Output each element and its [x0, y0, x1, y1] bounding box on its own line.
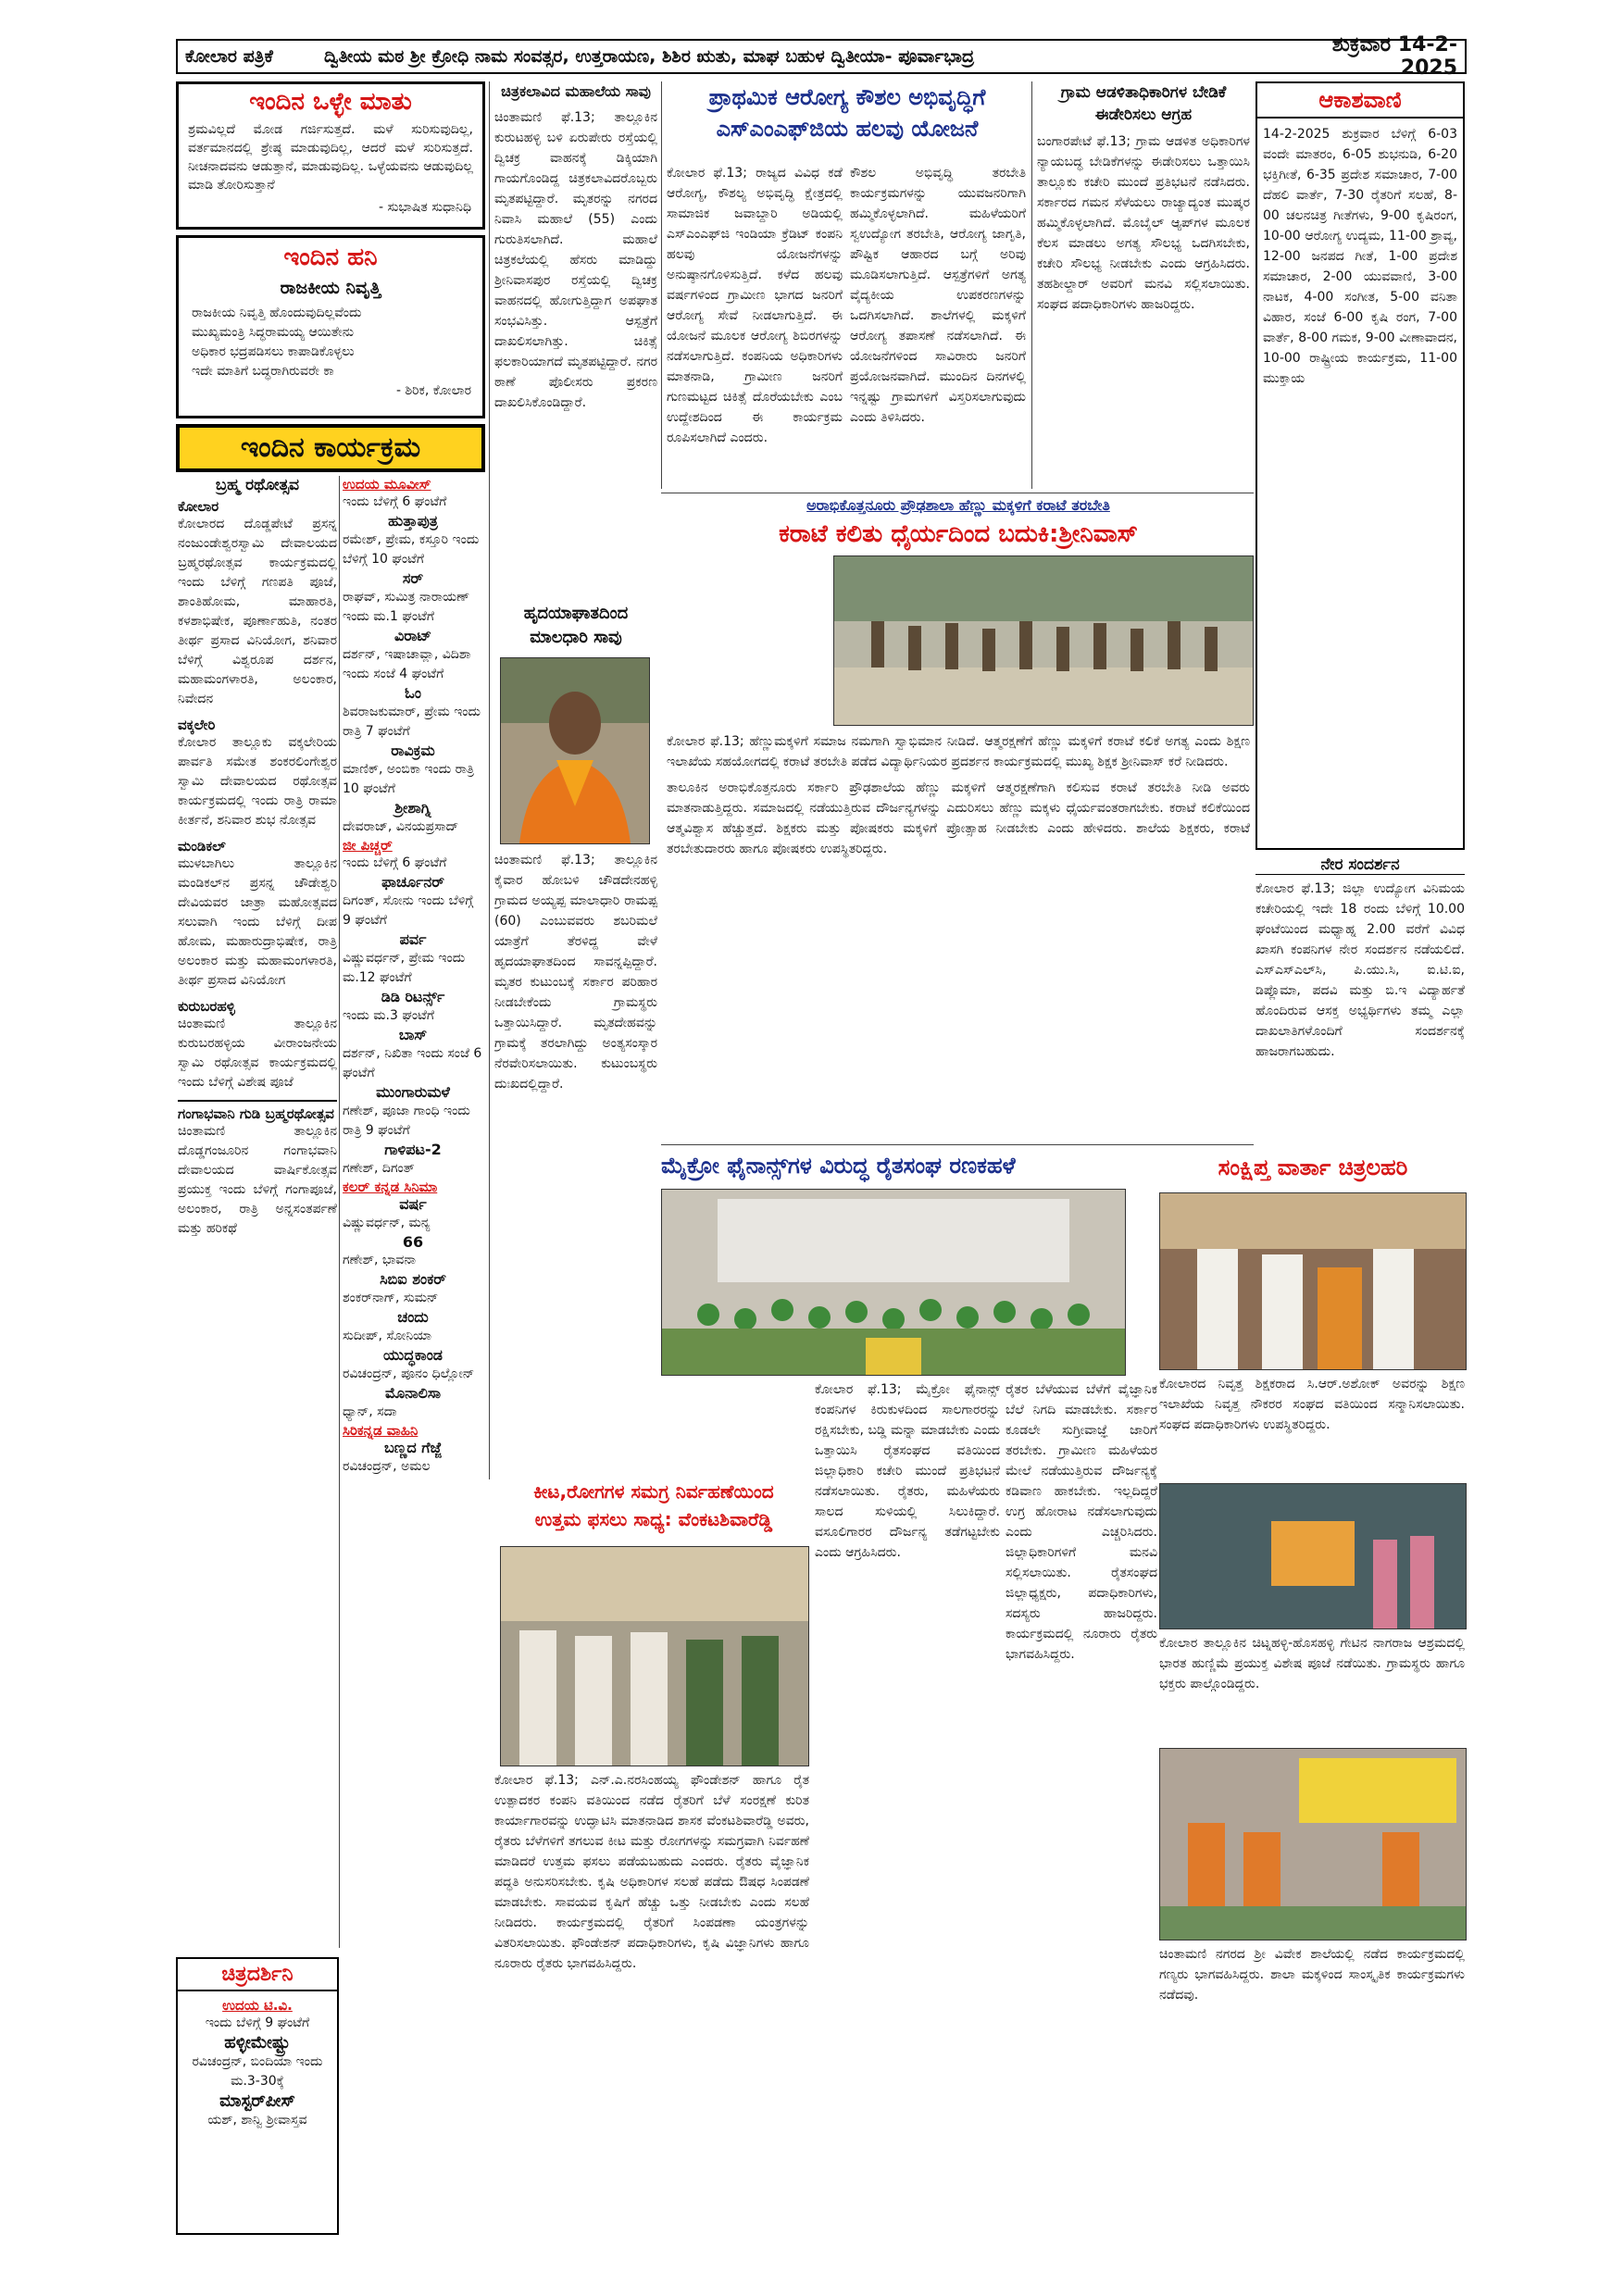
listing-text: ದೇವರಾಜ್, ವಿನಯಪ್ರಸಾದ್: [343, 819, 459, 834]
movie-title: ಮೊನಾಲಿಸಾ: [384, 1384, 441, 1402]
headline: ಸಂಕ್ಷಿಪ್ತ ವಾರ್ತಾ ಚಿತ್ರಲಹರಿ: [1218, 1154, 1408, 1180]
article-body: ಕೌಶಲ ಅಭಿವೃದ್ಧಿ ತರಬೇತಿ ಕಾರ್ಯಕ್ರಮಗಳನ್ನು ಯುವಜನರಿಗಾಗಿ ಹಮ್ಮಿಕೊಳ್ಳಲಾಗಿದೆ. ಮಹಿಳೆಯರಿಗೆ ಸ್ವಉದ್ಯೋಗ ತರಬೇತಿ, ಆರೋಗ್ಯ ಜಾಗೃತಿ, ಪೌಷ್ಟಿಕ ಆಹಾರದ ಬಗ್ಗೆ ಅರಿವು ಮೂಡಿಸಲಾಗುತ್ತಿದೆ. ಆಸ್ಪತ್ರೆಗಳಿಗೆ ಅಗತ್ಯ ವೈದ್ಯಕೀಯ ಉಪಕರಣಗಳನ್ನು ಒದಗಿಸಲಾಗಿದೆ. ಶಾಲೆಗಳಲ್ಲಿ ಮಕ್ಕಳಿಗೆ ಆರೋಗ್ಯ ತಪಾಸಣೆ ನಡೆಸಲಾಗಿದೆ. ಈ ಯೋಜನೆಗಳಿಂದ ಸಾವಿರಾರು ಜನರಿಗೆ ಪ್ರಯೋಜನವಾಗಿದೆ. ಮುಂದಿನ ದಿನಗಳಲ್ಲಿ ಇನ್ನಷ್ಟು ಗ್ರಾಮಗಳಿಗೆ ವಿಸ್ತರಿಸಲಾಗುವುದು ಎಂದು ತಿಳಿಸಿದರು.: [850, 166, 1026, 425]
listing-text: ವಿಷ್ಣುವರ್ಧನ್, ಮನ್ಯ: [343, 1216, 431, 1230]
listing-text: ರಮೇಶ್, ಪ್ರೇಮ, ಕಸ್ತೂರಿ ಇಂದು ಬೆಳಿಗ್ಗೆ 10 ಘಂಟೆಗೆ: [343, 532, 480, 567]
tv-listing: [343, 930, 483, 988]
event-heading: ಕೋಲಾರ: [178, 498, 219, 515]
quote-box: [176, 81, 485, 230]
photo-caption: ಕೋಲಾರ ತಾಲ್ಲೂಕಿನ ಚಿಟ್ನಹಳ್ಳಿ-ಹೊಸಹಳ್ಳಿ ಗೇಟಿನ ನಾಗರಾಜ ಆಶ್ರಮದಲ್ಲಿ ಭಾರತ ಹುಣ್ಣಿಮೆ ಪ್ರಯುಕ್ತ ವಿಶೇಷ ಪೂಜೆ ನಡೆಯಿತು. ಗ್ರಾಮಸ್ಥರು ಹಾಗೂ ಭಕ್ತರು ಪಾಲ್ಗೊಂಡಿದ್ದರು.: [1159, 1636, 1465, 1691]
channel-name: ಉದಯ ಟಿ.ವಿ.: [222, 1997, 293, 2014]
listing-text: ಶಿವರಾಜಕುಮಾರ್, ಪ್ರೇಮ ಇಂದು ರಾತ್ರಿ 7 ಘಂಟೆಗೆ: [343, 705, 481, 739]
samkshipta-caption-3: [1159, 1944, 1465, 2222]
headline: ನೇರ ಸಂದರ್ಶನ: [1255, 855, 1465, 875]
listing-text: ದರ್ಶನ್, ಇಷಾಚಾವ್ಲಾ, ವಿದಿಶಾ ಇಂದು ಸಂಜೆ 4 ಘಂಟೆಗೆ: [343, 647, 471, 681]
movie-title: ವರ್ಷ: [399, 1195, 427, 1213]
tv-listing: [343, 1195, 483, 1233]
event-item: [178, 476, 337, 494]
event-text: ಚಿಂತಾಮಣಿ ತಾಲ್ಲೂಕಿನ ಕುರುಬರಹಳ್ಳಿಯ ವೀರಾಂಜನೇಯ ಸ್ವಾಮಿ ರಥೋತ್ಸವ ಕಾರ್ಯಕ್ರಮದಲ್ಲಿ ಇಂದು ಬೆಳಿಗ್ಗೆ ವಿಶೇಷ ಪೂಜೆ: [178, 1017, 337, 1090]
channel-name: ಜೀ ಪಿಚ್ಚರ್: [343, 837, 393, 854]
listing-text: ದರ್ಶನ್, ನಿಖಿತಾ ಇಂದು ಸಂಜೆ 6 ಘಂಟೆಗೆ: [343, 1046, 482, 1080]
movie-title: ಓಂ: [405, 684, 421, 702]
movie-title: ಹಳ್ಳೀಮೇಷ್ಟ್ರು: [224, 2033, 291, 2053]
listing-text: ರವಿಚಂದ್ರನ್, ಅಮಲ: [343, 1459, 431, 1474]
tv-listing: [343, 799, 483, 837]
headline: ಮೈಕ್ರೋ ಫೈನಾನ್ಸ್‌ಗಳ ವಿರುದ್ಧ ರೈತಸಂಘ ರಣಕಹಳೆ: [661, 1153, 1016, 1179]
paper-name: ಕೋಲಾರ ಪತ್ರಿಕೆ: [185, 46, 273, 67]
news-hrudaya-head: [494, 602, 657, 657]
quote-body: ಶ್ರಮವಿಲ್ಲದೆ ಮೋಡ ಗರ್ಜಿಸುತ್ತದೆ. ಮಳೆ ಸುರಿಸುವುದಿಲ್ಲ, ವರ್ತಮಾನದಲ್ಲಿ ಶ್ರೇಷ್ಠ ಮಾಡುವುದಿಲ್ಲ, ಆದರೆ ಮಳೆ ಸುರಿಸುತ್ತದೆ. ನೀಚನಾದವನು ಆಡುತ್ತಾನೆ, ಮಾಡುವುದಿಲ್ಲ. ಒಳ್ಳೆಯವನು ಆಡುವುದಿಲ್ಲ ಮಾಡಿ ತೋರಿಸುತ್ತಾನೆ: [188, 122, 473, 193]
headline: ಕರಾಟೆ ಕಲಿತು ಧೈರ್ಯದಿಂದ ಬದುಕಿ:ಶ್ರೀನಿವಾಸ್: [779, 520, 1138, 548]
event-heading: ಕುರುಬರಹಳ್ಳಿ: [178, 998, 235, 1015]
akashavani-title: ಆಕಾಶವಾಣಿ: [1257, 83, 1463, 119]
tv-listing: [343, 1233, 483, 1270]
listing-text: ಇಂದು ಬೆಳಿಗ್ಗೆ 6 ಘಂಟೆಗೆ: [343, 855, 447, 870]
tv-listing: [343, 1346, 483, 1384]
listing-text: ಇಂದು ಬೆಳಿಗ್ಗೆ 9 ಘಂಟೆಗೆ: [205, 2015, 310, 2030]
tv-listing: [343, 1384, 483, 1422]
movie-title: ಡಿಡಿ ರಿಟರ್ನ್ಸ್: [381, 988, 445, 1005]
event-text: ಕೋಲಾರ ತಾಲ್ಲೂಕು ವಕ್ಕಲೇರಿಯ ಪಾರ್ವತಿ ಸಮೇತ ಶಂಕರಲಿಂಗೇಶ್ವರ ಸ್ವಾಮಿ ದೇವಾಲಯದ ರಥೋತ್ಸವ ಕಾರ್ಯಕ್ರಮದಲ್ಲಿ ಇಂದು ರಾತ್ರಿ ರಾಮಾ ಕೀರ್ತನೆ, ಶನಿವಾರ ಶುಭ ನೋತ್ಸವ: [178, 735, 337, 828]
hani-poem: [179, 304, 482, 381]
headline: ಚಿತ್ರಕಲಾವಿದ ಮಹಾಲೆಯ ಸಾವು: [501, 82, 651, 100]
movie-title: ಗಾಳಿಪಟ-2: [384, 1141, 442, 1158]
keeta-photo: [500, 1546, 809, 1766]
movie-title: ಹುತ್ತಾಪುತ್ರ: [388, 512, 438, 530]
akashavani-schedule: 14-2-2025 ಶುಕ್ರವಾರ ಬೆಳಿಗ್ಗೆ 6-03 ವಂದೇ ಮಾತರಂ, 6-05 ಶುಭನುಡಿ, 6-20 ಭಕ್ತಿಗೀತೆ, 6-35 ಪ್ರದೇಶ ಸಮಾಚಾರ, 7-00 ದೆಹಲಿ ವಾರ್ತೆ, 7-30 ರೈತರಿಗೆ ಸಲಹೆ, 8-00 ಚಲನಚಿತ್ರ ಗೀತೆಗಳು, 9-00 ಕೃಷಿರಂಗ, 10-00 ಆರೋಗ್ಯ ಉದ್ಯಮ, 11-00 ಶ್ರಾವ್ಯ, 12-00 ಜನಪದ ಗೀತೆ, 1-00 ಪ್ರದೇಶ ಸಮಾಚಾರ, 2-00 ಯುವವಾಣಿ, 3-00 ನಾಟಕ, 4-00 ಸಂಗೀತ, 5-00 ವನಿತಾ ವಿಹಾರ, ಸಂಜೆ 6-00 ಕೃಷಿ ರಂಗ, 7-00 ವಾರ್ತೆ, 8-00 ಗಮಕ, 9-00 ವೀಣಾವಾದನ, 10-00 ರಾಷ್ಟ್ರೀಯ ಕಾರ್ಯಕ್ರಮ, 11-00 ಮುಕ್ತಾಯ: [1263, 127, 1457, 386]
article-body: ಕೋಲಾರ ಫೆ.13; ಹೆಣ್ಣುಮಕ್ಕಳಿಗೆ ಸಮಾಜ ನಮಗಾಗಿ ಸ್ವಾಭಿಮಾನ ನೀಡಿದೆ. ಆತ್ಮರಕ್ಷಣೆಗೆ ಹೆಣ್ಣು ಮಕ್ಕಳಿಗೆ ಕರಾಟೆ ಕಲಿಕೆ ಅಗತ್ಯ ಎಂದು ಶಿಕ್ಷಣ ಇಲಾಖೆಯ ಸಹಯೋಗದಲ್ಲಿ ಕರಾಟೆ ತರಬೇತಿ ಪಡೆದ ವಿದ್ಯಾರ್ಥಿನಿಯರ ಪ್ರದರ್ಶನ ಕಾರ್ಯಕ್ರಮದಲ್ಲಿ ಮುಖ್ಯ ಶಿಕ್ಷಕ ಶ್ರೀನಿವಾಸ್ ಕರೆ ನೀಡಿದರು.: [667, 734, 1250, 769]
samkshipta-photo-3: [1159, 1748, 1467, 1940]
deceased-photo: [500, 657, 650, 844]
headline: ಎಸ್‌ಎಂಎಫ್‌ಜಿಯ ಹಲವು ಯೋಜನೆ: [716, 116, 979, 142]
raitha-col1: [815, 1379, 1000, 2111]
event-text: ಮುಳಬಾಗಿಲು ತಾಲ್ಲೂಕಿನ ಮಂಡಿಕಲ್‌ನ ಪ್ರಸನ್ನ ಚೌಡೇಶ್ವರಿ ದೇವಿಯವರ ಜಾತ್ರಾ ಮಹೋತ್ಸವದ ಸಲುವಾಗಿ ಇಂದು ಬೆಳಿಗ್ಗೆ ದೀಪ ಹೋಮ, ಮಹಾರುದ್ರಾಭಿಷೇಕ, ರಾತ್ರಿ ಅಲಂಕಾರ ಮತ್ತು ಮಹಾಮಂಗಳಾರತಿ, ತೀರ್ಥ ಪ್ರಸಾದ ವಿನಿಯೋಗ: [178, 856, 337, 988]
listing-text: ಧ್ಯಾನ್, ಸದಾ: [343, 1404, 397, 1419]
hani-credit: - ಶಿರಿಕ, ಕೋಲಾರ: [395, 383, 471, 398]
hani-box: [176, 235, 485, 418]
keeta-headline-block: [494, 1478, 813, 1544]
headline: ಕೀಟ,ರೋಗಗಳ ಸಮಗ್ರ ನಿರ್ವಹಣೆಯಿಂದ: [533, 1480, 774, 1503]
headline: ಗ್ರಾಮ ಆಡಳಿತಾಧಿಕಾರಿಗಳ ಬೇಡಿಕೆ ಈಡೇರಿಸಲು ಆಗ್ರಹ: [1060, 83, 1227, 124]
article-body: ಚಿಂತಾಮಣಿ ಫೆ.13; ತಾಲ್ಲೂಕಿನ ಕುರುಟಹಳ್ಳಿ ಬಳಿ ಏರುಪೇರು ರಸ್ತೆಯಲ್ಲಿ ದ್ವಿಚಕ್ರ ವಾಹನಕ್ಕೆ ಡಿಕ್ಕಿಯಾಗಿ ಗಾಯಗೊಂಡಿದ್ದ ಚಿತ್ರಕಲಾವಿದರೊಬ್ಬರು ಮೃತಪಟ್ಟಿದ್ದಾರೆ. ಮೃತರನ್ನು ನಗರದ ನಿವಾಸಿ ಮಹಾಲೆ (55) ಎಂದು ಗುರುತಿಸಲಾಗಿದೆ. ಮಹಾಲೆ ಚಿತ್ರಕಲೆಯಲ್ಲಿ ಹೆಸರು ಮಾಡಿದ್ದು ಶ್ರೀನಿವಾಸಪುರ ರಸ್ತೆಯಲ್ಲಿ ದ್ವಿಚಕ್ರ ವಾಹನದಲ್ಲಿ ಹೋಗುತ್ತಿದ್ದಾಗ ಅಪಘಾತ ಸಂಭವಿಸಿತ್ತು. ಆಸ್ಪತ್ರೆಗೆ ದಾಖಲಿಸಲಾಗಿತ್ತು. ಚಿಕಿತ್ಸೆ ಫಲಕಾರಿಯಾಗದೆ ಮೃತಪಟ್ಟಿದ್ದಾರೆ. ನಗರ ಠಾಣೆ ಪೊಲೀಸರು ಪ್ರಕರಣ ದಾಖಲಿಸಿಕೊಂಡಿದ್ದಾರೆ.: [494, 110, 657, 410]
chitradarshini-box: [176, 1957, 339, 2235]
chitradarshini-title: ಚಿತ್ರದರ್ಶಿನಿ: [178, 1959, 337, 1991]
listing-text: ವಿಷ್ಣುವರ್ಧನ್, ಪ್ರೇಮ ಇಂದು ಮ.12 ಘಂಟೆಗೆ: [343, 951, 466, 985]
calendar-line: ದ್ವಿತೀಯ ಮಠ ಶ್ರೀ ಕ್ರೋಧಿ ನಾಮ ಸಂವತ್ಸರ, ಉತ್ತರಾಯಣ, ಶಿಶಿರ ಋತು, ಮಾಘ ಬಹುಳ ದ್ವಿತೀಯಾ- ಪೂರ್ವಾಭಾದ್ರ: [324, 46, 975, 67]
movie-title: ಪರ್ವ: [399, 930, 427, 948]
kicker: ಅರಾಭಿಕೊತ್ತನೂರು ಪ್ರೌಢಶಾಲಾ ಹೆಣ್ಣು ಮಕ್ಕಳಿಗೆ ಕರಾಟೆ ತರಬೇತಿ: [806, 496, 1110, 514]
article-body: ರೈತರ ಬೆಳೆಯುವ ಬೆಳೆಗೆ ವೈಜ್ಞಾನಿಕ ಬೆಲೆ ನಿಗದಿ ಮಾಡಬೇಕು. ಸರ್ಕಾರ ಕೂಡಲೇ ಸುಗ್ರೀವಾಜ್ಞೆ ಜಾರಿಗೆ ತರಬೇಕು. ಗ್ರಾಮೀಣ ಮಹಿಳೆಯರ ಮೇಲೆ ನಡೆಯುತ್ತಿರುವ ದೌರ್ಜನ್ಯಕ್ಕೆ ಕಡಿವಾಣ ಹಾಕಬೇಕು. ಇಲ್ಲದಿದ್ದರೆ ಉಗ್ರ ಹೋರಾಟ ನಡೆಸಲಾಗುವುದು ಎಂದು ಎಚ್ಚರಿಸಿದರು. ಜಿಲ್ಲಾಧಿಕಾರಿಗಳಿಗೆ ಮನವಿ ಸಲ್ಲಿಸಲಾಯಿತು. ರೈತಸಂಘದ ಜಿಲ್ಲಾಧ್ಯಕ್ಷರು, ಪದಾಧಿಕಾರಿಗಳು, ಸದಸ್ಯರು ಹಾಜರಿದ್ದರು. ಕಾರ್ಯಕ್ರಮದಲ್ಲಿ ನೂರಾರು ರೈತರು ಭಾಗವಹಿಸಿದ್ದರು.: [1006, 1382, 1157, 1662]
movie-title: 66: [402, 1233, 424, 1251]
event-item: [178, 838, 337, 991]
article-body: ಕೋಲಾರ ಫೆ.13; ರಾಜ್ಯದ ವಿವಿಧ ಕಡೆ ಆರೋಗ್ಯ, ಕೌಶಲ್ಯ ಅಭಿವೃದ್ಧಿ ಕ್ಷೇತ್ರದಲ್ಲಿ ಸಾಮಾಜಿಕ ಜವಾಬ್ದಾರಿ ಅಡಿಯಲ್ಲಿ ಎಸ್‌ಎಂಎಫ್‌ಜಿ ಇಂಡಿಯಾ ಕ್ರೆಡಿಟ್ ಕಂಪನಿ ಹಲವು ಯೋಜನೆಗಳನ್ನು ಅನುಷ್ಠಾನಗೊಳಿಸುತ್ತಿದೆ. ಕಳೆದ ಹಲವು ವರ್ಷಗಳಿಂದ ಗ್ರಾಮೀಣ ಭಾಗದ ಜನರಿಗೆ ಆರೋಗ್ಯ ಸೇವೆ ನೀಡಲಾಗುತ್ತಿದೆ. ಈ ಯೋಜನೆ ಮೂಲಕ ಆರೋಗ್ಯ ಶಿಬಿರಗಳನ್ನು ನಡೆಸಲಾಗುತ್ತಿದೆ. ಕಂಪನಿಯ ಅಧಿಕಾರಿಗಳು ಮಾತನಾಡಿ, ಗ್ರಾಮೀಣ ಜನರಿಗೆ ಗುಣಮಟ್ಟದ ಚಿಕಿತ್ಸೆ ದೊರೆಯಬೇಕು ಎಂಬ ಉದ್ದೇಶದಿಂದ ಈ ಕಾರ್ಯಕ್ರಮ ರೂಪಿಸಲಾಗಿದೆ ಎಂದರು.: [667, 166, 843, 445]
event-heading: ಬ್ರಹ್ಮ ರಥೋತ್ಸವ: [215, 476, 300, 494]
tv-listing: [343, 1422, 483, 1439]
hani-line: ಇದೇ ಮಾತಿಗೆ ಬದ್ಧರಾಗಿರುವರೇ ಕಾ: [192, 364, 334, 379]
karate-photo-gap: [667, 555, 828, 724]
listing-text: ರಾಘವ್, ಸುಮಿತ್ರ ನಾರಾಯಣ್ ಇಂದು ಮ.1 ಘಂಟೆಗೆ: [343, 590, 470, 624]
movie-title: ವಿರಾಟ್: [394, 627, 432, 644]
headline: ಪ್ರಾಥಮಿಕ ಆರೋಗ್ಯ ಕೌಶಲ ಅಭಿವೃದ್ಧಿಗೆ: [708, 84, 986, 110]
event-item: [178, 1100, 337, 1239]
event-item: [178, 498, 337, 709]
listing-text: ಗಣೇಶ್, ದಿಗಂತ್: [343, 1161, 415, 1176]
article-body: ಕೋಲಾರ ಫೆ.13; ಜಿಲ್ಲಾ ಉದ್ಯೋಗ ವಿನಿಮಯ ಕಚೇರಿಯಲ್ಲಿ ಇದೇ 18 ರಂದು ಬೆಳಿಗ್ಗೆ 10.00 ಘಂಟೆಯಿಂದ ಮಧ್ಯಾಹ್ನ 2.00 ವರೆಗೆ ವಿವಿಧ ಖಾಸಗಿ ಕಂಪನಿಗಳ ನೇರ ಸಂದರ್ಶನ ನಡೆಯಲಿದೆ. ಎಸ್‌ಎಸ್‌ಎಲ್‌ಸಿ, ಪಿ.ಯು.ಸಿ, ಐ.ಟಿ.ಐ, ಡಿಪ್ಲೊಮಾ, ಪದವಿ ಮತ್ತು ಬಿ.ಇ ವಿದ್ಯಾರ್ಹತೆ ಹೊಂದಿರುವ ಆಸಕ್ತ ಅಭ್ಯರ್ಥಿಗಳು ತಮ್ಮ ಎಲ್ಲಾ ದಾಖಲಾತಿಗಳೊಂದಿಗೆ ಸಂದರ್ಶನಕ್ಕೆ ಹಾಜರಾಗಬಹುದು.: [1255, 881, 1465, 1059]
samkshipta-caption-2: [1159, 1633, 1465, 1744]
tv-listing: [343, 512, 483, 569]
movie-title: ಬಣ್ಣದ ಗೆಜ್ಜೆ: [383, 1439, 443, 1456]
karyakrama-col2: [343, 476, 483, 2235]
article-body: ಕೋಲಾರ ಫೆ.13; ಎನ್.ಎ.ನರಸಿಂಹಯ್ಯ ಫೌಂಡೇಶನ್ ಹಾಗೂ ರೈತ ಉತ್ಪಾದಕರ ಕಂಪನಿ ವತಿಯಿಂದ ನಡೆದ ರೈತರಿಗೆ ಬೆಳೆ ಸಂರಕ್ಷಣೆ ಕುರಿತ ಕಾರ್ಯಾಗಾರವನ್ನು ಉದ್ಘಾಟಿಸಿ ಮಾತನಾಡಿದ ಶಾಸಕ ವೆಂಕಟಶಿವಾರೆಡ್ಡಿ ಅವರು, ರೈತರು ಬೆಳೆಗಳಿಗೆ ತಗಲುವ ಕೀಟ ಮತ್ತು ರೋಗಗಳನ್ನು ಸಮಗ್ರವಾಗಿ ನಿರ್ವಹಣೆ ಮಾಡಿದರೆ ಉತ್ತಮ ಫಸಲು ಪಡೆಯಬಹುದು ಎಂದರು. ರೈತರು ವೈಜ್ಞಾನಿಕ ಪದ್ಧತಿ ಅನುಸರಿಸಬೇಕು. ಕೃಷಿ ಅಧಿಕಾರಿಗಳ ಸಲಹೆ ಪಡೆದು ಔಷಧ ಸಿಂಪಡಣೆ ಮಾಡಬೇಕು. ಸಾವಯವ ಕೃಷಿಗೆ ಹೆಚ್ಚು ಒತ್ತು ನೀಡಬೇಕು ಎಂದು ಸಲಹೆ ನೀಡಿದರು. ಕಾರ್ಯಕ್ರಮದಲ್ಲಿ ರೈತರಿಗೆ ಸಿಂಪಡಣಾ ಯಂತ್ರಗಳನ್ನು ವಿತರಿಸಲಾಯಿತು. ಫೌಂಡೇಶನ್ ಪದಾಧಿಕಾರಿಗಳು, ಕೃಷಿ ವಿಜ್ಞಾನಿಗಳು ಹಾಗೂ ನೂರಾರು ರೈತರು ಭಾಗವಹಿಸಿದ್ದರು.: [494, 1773, 809, 1971]
tv-listing: [343, 569, 483, 627]
event-heading: ಮಂಡಿಕಲ್: [178, 838, 226, 855]
raitha-col2: [1006, 1379, 1157, 2111]
movie-title: ಸಿಬಿಐ ಶಂಕರ್: [380, 1270, 446, 1288]
tv-listing: [343, 627, 483, 684]
raitha-photo: [661, 1189, 1126, 1376]
news-grama: [1037, 81, 1250, 489]
event-item: [178, 717, 337, 830]
hani-line: ರಾಜಕೀಯ ನಿವೃತ್ತಿ ಹೊಂದುವುದಿಲ್ಲವೆಂದು: [192, 306, 362, 320]
tv-listing: [343, 742, 483, 799]
tv-listing: [343, 837, 483, 873]
tv-listing: [343, 873, 483, 930]
movie-title: ಶ್ರೀಶಾಗ್ನಿ: [394, 799, 431, 817]
issue-date: ಶುಕ್ರವಾರ 14-2-2025: [1331, 33, 1457, 80]
event-item: [178, 998, 337, 1092]
hani-line: ಅಧಿಕಾರ ಭದ್ರಪಡಿಸಲು ಕಾಪಾಡಿಕೊಳ್ಳಲು: [192, 344, 355, 359]
tv-listing: [343, 1270, 483, 1308]
event-text: ಚಿಂತಾಮಣಿ ತಾಲ್ಲೂಕಿನ ದೊಡ್ಡಗಂಜೂರಿನ ಗಂಗಾಭವಾನಿ ದೇವಾಲಯದ ವಾರ್ಷಿಕೋತ್ಸವ ಪ್ರಯುಕ್ತ ಇಂದು ಬೆಳಿಗ್ಗೆ ಗಂಗಾಪೂಜೆ, ಅಲಂಕಾರ, ರಾತ್ರಿ ಅನ್ನಸಂತರ್ಪಣೆ ಮತ್ತು ಹರಿಕಥೆ: [178, 1124, 337, 1236]
movie-title: ಮುಂಗಾರುಮಳೆ: [376, 1083, 450, 1101]
samkshipta-photo-2: [1159, 1483, 1467, 1629]
event-heading: ಗಂಗಾಭವಾನಿ ಗುಡಿ ಬ್ರಹ್ಮರಥೋತ್ಸವ: [178, 1100, 337, 1122]
listing-text: ಗಣೇಶ್, ಪೂಜಾ ಗಾಂಧಿ ಇಂದು ರಾತ್ರಿ 9 ಘಂಟೆಗೆ: [343, 1104, 470, 1138]
news-hrudaya: [494, 850, 657, 1479]
tv-listing: [343, 1308, 483, 1346]
health-col2: [850, 163, 1026, 487]
karate-body: [667, 731, 1250, 1139]
event-text: ಕೋಲಾರದ ದೊಡ್ಡಪೇಟೆ ಪ್ರಸನ್ನ ನಂಜುಂಡೇಶ್ವರಸ್ವಾಮಿ ದೇವಾಲಯದ ಬ್ರಹ್ಮರಥೋತ್ಸವ ಕಾರ್ಯಕ್ರಮದಲ್ಲಿ ಇಂದು ಬೆಳಿಗ್ಗೆ ಗಣಪತಿ ಪೂಜೆ, ಶಾಂತಿಹೋಮ, ಮಾಹಾರತಿ, ಕಳಶಾಭಿಷೇಕ, ಪೂರ್ಣಾಹುತಿ, ನಂತರ ತೀರ್ಥ ಪ್ರಸಾದ ವಿನಿಯೋಗ, ಶನಿವಾರ ಬೆಳಿಗ್ಗೆ ವಿಶ್ವರೂಪ ದರ್ಶನ, ಮಹಾಮಂಗಳಾರತಿ, ಅಲಂಕಾರ, ನಿವೇದನ: [178, 517, 337, 706]
listing-text: ರವಿಚಂದ್ರನ್, ಬಿಂದಿಯಾ ಇಂದು ಮ.3-30ಕ್ಕೆ: [192, 2054, 323, 2089]
listing-text: ಇಂದು ಬೆಳಿಗ್ಗೆ 6 ಘಂಟೆಗೆ: [343, 494, 447, 509]
tv-listing: [343, 1083, 483, 1141]
event-heading: ವಕ್ಕಲೇರಿ: [178, 717, 216, 733]
listing-text: ಸುದೀಪ್, ಸೋನಿಯಾ: [343, 1329, 432, 1343]
article-body: ಕೋಲಾರ ಫೆ.13; ಮೈಕ್ರೋ ಫೈನಾನ್ಸ್ ಕಂಪನಿಗಳ ಕಿರುಕುಳದಿಂದ ಸಾಲಗಾರರನ್ನು ರಕ್ಷಿಸಬೇಕು, ಬಡ್ಡಿ ಮನ್ನಾ ಮಾಡಬೇಕು ಎಂದು ಒತ್ತಾಯಿಸಿ ರೈತಸಂಘದ ವತಿಯಿಂದ ಜಿಲ್ಲಾಧಿಕಾರಿ ಕಚೇರಿ ಮುಂದೆ ಪ್ರತಿಭಟನೆ ನಡೆಸಲಾಯಿತು. ರೈತರು, ಮಹಿಳೆಯರು ಸಾಲದ ಸುಳಿಯಲ್ಲಿ ಸಿಲುಕಿದ್ದಾರೆ. ವಸೂಲಿಗಾರರ ದೌರ್ಜನ್ಯ ತಡೆಗಟ್ಟಬೇಕು ಎಂದು ಆಗ್ರಹಿಸಿದರು.: [815, 1382, 1000, 1560]
photo-caption: ಕೋಲಾರದ ನಿವೃತ್ತ ಶಿಕ್ಷಕರಾದ ಸಿ.ಆರ್.ಅಶೋಕ್ ಅವರನ್ನು ಶಿಕ್ಷಣ ಇಲಾಖೆಯ ನಿವೃತ್ತ ನೌಕರರ ಸಂಘದ ವತಿಯಿಂದ ಸನ್ಮಾನಿಸಲಾಯಿತು. ಸಂಘದ ಪದಾಧಿಕಾರಿಗಳು ಉಪಸ್ಥಿತರಿದ್ದರು.: [1159, 1377, 1465, 1432]
health-col1: [667, 163, 843, 487]
article-body: ಚಿಂತಾಮಣಿ ಫೆ.13; ತಾಲ್ಲೂಕಿನ ಕೈವಾರ ಹೋಬಳಿ ಚೌಡದೇನಹಳ್ಳಿ ಗ್ರಾಮದ ಅಯ್ಯಪ್ಪ ಮಾಲಾಧಾರಿ ರಾಮಪ್ಪ (60) ಎಂಬುವವರು ಶಬರಿಮಲೆ ಯಾತ್ರೆಗೆ ತೆರಳಿದ್ದ ವೇಳೆ ಹೃದಯಾಘಾತದಿಂದ ಸಾವನ್ನಪ್ಪಿದ್ದಾರೆ. ಮೃತರ ಕುಟುಂಬಕ್ಕೆ ಸರ್ಕಾರ ಪರಿಹಾರ ನೀಡಬೇಕೆಂದು ಗ್ರಾಮಸ್ಥರು ಒತ್ತಾಯಿಸಿದ್ದಾರೆ. ಮೃತದೇಹವನ್ನು ಗ್ರಾಮಕ್ಕೆ ತರಲಾಗಿದ್ದು ಅಂತ್ಯಸಂಸ್ಕಾರ ನೆರವೇರಿಸಲಾಯಿತು. ಕುಟುಂಬಸ್ಥರು ದುಃಖದಲ್ಲಿದ್ದಾರೆ.: [494, 853, 657, 1092]
listing-text: ಮಾಣಿಕ್, ಅಂಬಿಕಾ ಇಂದು ರಾತ್ರಿ 10 ಘಂಟೆಗೆ: [343, 762, 475, 796]
headline: ಉತ್ತಮ ಫಸಲು ಸಾಧ್ಯ: ವೆಂಕಟಶಿವಾರೆಡ್ಡಿ: [534, 1508, 773, 1530]
samkshipta-headline-block: [1159, 1148, 1467, 1189]
news-neera: [1255, 855, 1465, 1133]
tv-listing: [343, 1026, 483, 1083]
movie-title: ಚಂದು: [397, 1308, 429, 1326]
photo-caption: ಚಿಂತಾಮಣಿ ನಗರದ ಶ್ರೀ ವಿವೇಕ ಶಾಲೆಯಲ್ಲಿ ನಡೆದ ಕಾರ್ಯಕ್ರಮದಲ್ಲಿ ಗಣ್ಯರು ಭಾಗವಹಿಸಿದ್ದರು. ಶಾಲಾ ಮಕ್ಕಳಿಂದ ಸಾಂಸ್ಕೃತಿಕ ಕಾರ್ಯಕ್ರಮಗಳು ನಡೆದವು.: [1159, 1947, 1465, 2003]
listing-text: ಯಶ್, ಶಾನ್ವಿ ಶ್ರೀವಾಸ್ತವ: [207, 2113, 307, 2128]
channel-name: ಕಲರ್ ಕನ್ನಡ ಸಿನಿಮಾ: [343, 1179, 438, 1195]
tv-listing: [343, 1439, 483, 1477]
tv-listing: [343, 476, 483, 512]
movie-title: ಮಾಸ್ಟರ್‌ಪೀಸ್: [219, 2091, 295, 2111]
masthead-bar: [176, 33, 1467, 80]
tv-listing: [343, 1179, 483, 1195]
akashavani-box: [1255, 81, 1465, 850]
channel-name: ಉದಯ ಮೂವೀಸ್: [343, 476, 431, 493]
hani-line: ಮುಖ್ಯಮಂತ್ರಿ ಸಿದ್ಧರಾಮಯ್ಯ ಆಯಿತೇನು: [192, 325, 355, 340]
samkshipta-caption-1: [1159, 1374, 1465, 1481]
karyakrama-col1: [178, 476, 337, 1948]
listing-text: ಇಂದು ಮ.3 ಘಂಟೆಗೆ: [343, 1008, 434, 1023]
hani-subtitle: ರಾಜಕೀಯ ನಿವೃತ್ತಿ: [280, 278, 381, 298]
listing-text: ಶಂಕರ್‌ನಾಗ್, ಸುಮನ್: [343, 1291, 439, 1305]
tv-listing: [343, 684, 483, 742]
movie-title: ಸರ್: [402, 569, 424, 587]
headline: ಹೃದಯಾಘಾತದಿಂದ ಮಾಲಧಾರಿ ಸಾವು: [523, 604, 629, 647]
quote-credit: - ಸುಭಾಷಿತ ಸುಧಾನಿಧಿ: [379, 200, 471, 215]
raitha-headline-block: [661, 1148, 1152, 1185]
article-body: ತಾಲೂಕಿನ ಅರಾಭಿಕೊತ್ತನೂರು ಸರ್ಕಾರಿ ಪ್ರೌಢಶಾಲೆಯ ಹೆಣ್ಣು ಮಕ್ಕಳಿಗೆ ಆತ್ಮರಕ್ಷಣೆಗಾಗಿ ಕಲಿಸುವ ಕರಾಟೆ ತರಬೇತಿ ನೀಡಿ ಅವರು ಮಾತನಾಡುತ್ತಿದ್ದರು. ಸಮಾಜದಲ್ಲಿ ನಡೆಯುತ್ತಿರುವ ದೌರ್ಜನ್ಯಗಳನ್ನು ಎದುರಿಸಲು ಹೆಣ್ಣು ಮಕ್ಕಳು ಧೈರ್ಯವಂತರಾಗಬೇಕು. ಕರಾಟೆ ಕಲಿಕೆಯಿಂದ ಆತ್ಮವಿಶ್ವಾಸ ಹೆಚ್ಚುತ್ತದೆ. ಶಿಕ್ಷಕರು ಮತ್ತು ಪೋಷಕರು ಮಕ್ಕಳಿಗೆ ಪ್ರೋತ್ಸಾಹ ನೀಡಬೇಕು ಎಂದು ಹೇಳಿದರು. ಶಾಲೆಯ ಶಿಕ್ಷಕರು, ಕರಾಟೆ ತರಬೇತುದಾರರು ಹಾಗೂ ಪೋಷಕರು ಉಪಸ್ಥಿತರಿದ್ದರು.: [667, 780, 1250, 856]
movie-title: ಫಾರ್ಚೂನರ್: [381, 873, 444, 891]
health-headline-block: [667, 81, 1028, 156]
listing-text: ಗಣೇಶ್, ಭಾವನಾ: [343, 1253, 417, 1267]
karate-photo: [833, 555, 1254, 726]
channel-name: ಸಿರಿಕನ್ನಡ ವಾಹಿನಿ: [343, 1422, 418, 1439]
news-chitrakala: [494, 81, 657, 600]
quote-title: ಇಂದಿನ ಒಳ್ಳೇ ಮಾತು: [249, 88, 412, 116]
hani-title: ಇಂದಿನ ಹನಿ: [283, 243, 378, 271]
tv-listing: [343, 1141, 483, 1179]
karyakrama-title: ಇಂದಿನ ಕಾರ್ಯಕ್ರಮ: [240, 431, 421, 464]
movie-title: ಯುದ್ಧಕಾಂಡ: [383, 1346, 443, 1364]
listing-text: ರವಿಚಂದ್ರನ್, ಪೂನಂ ಧಿಲ್ಲೋನ್: [343, 1366, 475, 1381]
movie-title: ರಾವಿಕ್ರಮ: [391, 742, 435, 759]
keeta-body: [494, 1770, 809, 2215]
karyakrama-banner: [176, 424, 485, 472]
listing-text: ದಿಗಂತ್, ಸೋನು ಇಂದು ಬೆಳಿಗ್ಗೆ 9 ಘಂಟೆಗೆ: [343, 893, 474, 928]
samkshipta-photo-1: [1159, 1192, 1467, 1370]
tv-listing: [343, 988, 483, 1026]
article-body: ಬಂಗಾರಪೇಟೆ ಫೆ.13; ಗ್ರಾಮ ಆಡಳಿತ ಅಧಿಕಾರಿಗಳ ನ್ಯಾಯಬದ್ಧ ಬೇಡಿಕೆಗಳನ್ನು ಈಡೇರಿಸಲು ಒತ್ತಾಯಿಸಿ ತಾಲ್ಲೂಕು ಕಚೇರಿ ಮುಂದೆ ಪ್ರತಿಭಟನೆ ನಡೆಸಿದರು. ಸರ್ಕಾರದ ಗಮನ ಸೆಳೆಯಲು ರಾಜ್ಯಾದ್ಯಂತ ಮುಷ್ಕರ ಹಮ್ಮಿಕೊಳ್ಳಲಾಗಿದೆ. ಮೊಬೈಲ್ ಆ್ಯಪ್‌ಗಳ ಮೂಲಕ ಕೆಲಸ ಮಾಡಲು ಅಗತ್ಯ ಸೌಲಭ್ಯ ಒದಗಿಸಬೇಕು, ಕಚೇರಿ ಸೌಲಭ್ಯ ನೀಡಬೇಕು ಎಂದು ಆಗ್ರಹಿಸಿದರು. ತಹಶೀಲ್ದಾರ್ ಅವರಿಗೆ ಮನವಿ ಸಲ್ಲಿಸಲಾಯಿತು. ಸಂಘದ ಪದಾಧಿಕಾರಿಗಳು ಹಾಜರಿದ್ದರು.: [1037, 134, 1250, 312]
movie-title: ಬಾಸ್: [398, 1026, 428, 1043]
